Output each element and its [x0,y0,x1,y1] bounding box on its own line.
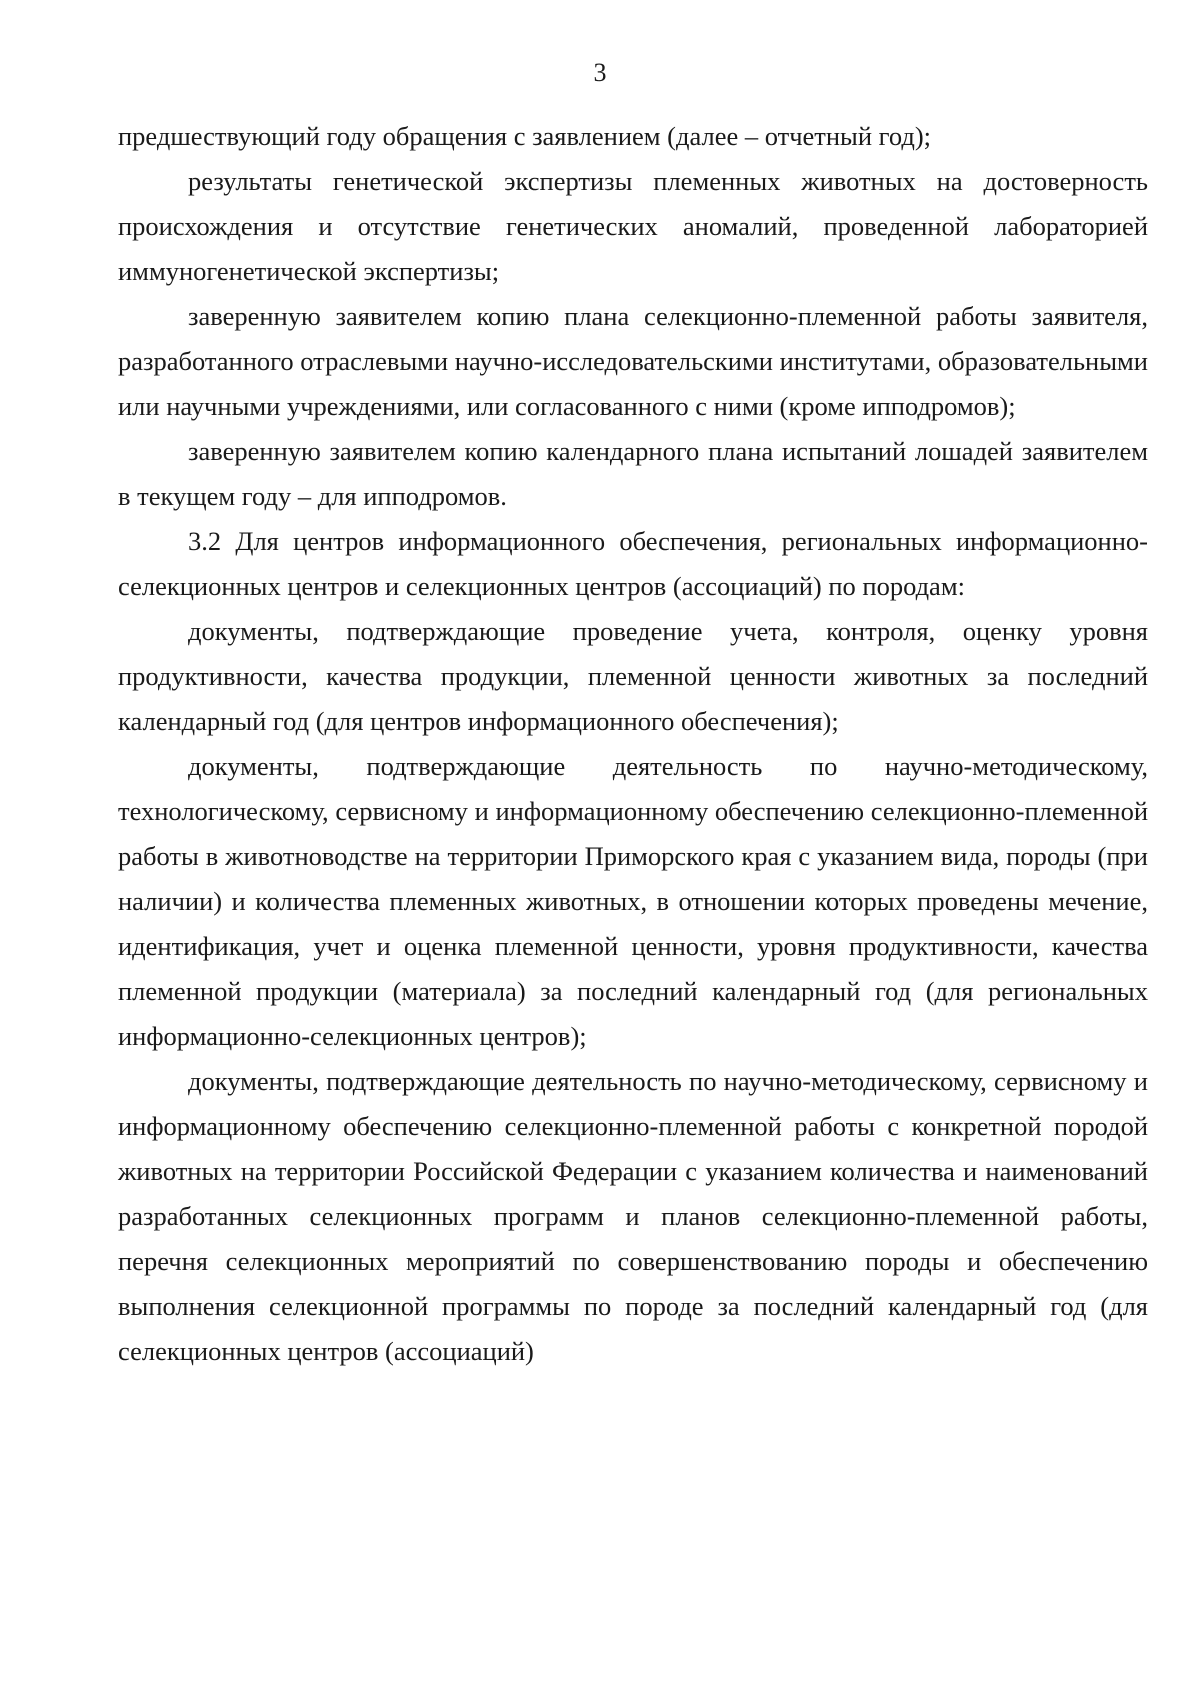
paragraph-breeding-plan-copy: заверенную заявителем копию плана селекционно-племенной работы заявителя, разработанного отраслевыми научно-исследовательскими институтами, образовательными или научными учреждениями, или согласованного с ними (кроме ипподромов); [118,301,1148,421]
paragraph-regional-centers-docs: документы, подтверждающие деятельность по научно-методическому, технологическому, сервисному и информационному обеспечению селекционно-племенной работы в животноводстве на территории Приморского края с указанием вида, породы (при наличии) и количества племенных животных, в отношении которых проведены мечение, идентификация, учет и оценка племенной ценности, уровня продуктивности, качества племенной продукции (материала) за последний календарный год (для региональных информационно-селекционных центров); [118,751,1148,1051]
paragraph-reporting-year: предшествующий году обращения с заявлением (далее – отчетный год); [118,121,932,151]
paragraph-genetic-expertise: результаты генетической экспертизы племенных животных на достоверность происхождения и отсутствие генетических аномалий, проведенной лабораторией иммуногенетической экспертизы; [118,166,1148,286]
paragraph-horse-tests-plan: заверенную заявителем копию календарного плана испытаний лошадей заявителем в текущем году – для ипподромов. [118,436,1148,511]
paragraph-section-3-2: 3.2 Для центров информационного обеспечения, региональных информационно-селекционных центров и селекционных центров (ассоциаций) по породам: [118,526,1148,601]
paragraph-selection-centers-docs: документы, подтверждающие деятельность по научно-методическому, сервисному и информационному обеспечению селекционно-племенной работы с конкретной породой животных на территории Российской Федерации с указанием количества и наименований разработанных селекционных программ и планов селекционно-племенной работы, перечня селекционных мероприятий по совершенствованию породы и обеспечению выполнения селекционной программы по породе за последний календарный год (для селекционных центров (ассоциаций) [118,1066,1148,1366]
paragraph-info-centers-docs: документы, подтверждающие проведение учета, контроля, оценку уровня продуктивности, качества продукции, племенной ценности животных за последний календарный год (для центров информационного обеспечения); [118,616,1148,736]
document-body [118,114,1148,1374]
page-number: 3 [593,58,607,87]
